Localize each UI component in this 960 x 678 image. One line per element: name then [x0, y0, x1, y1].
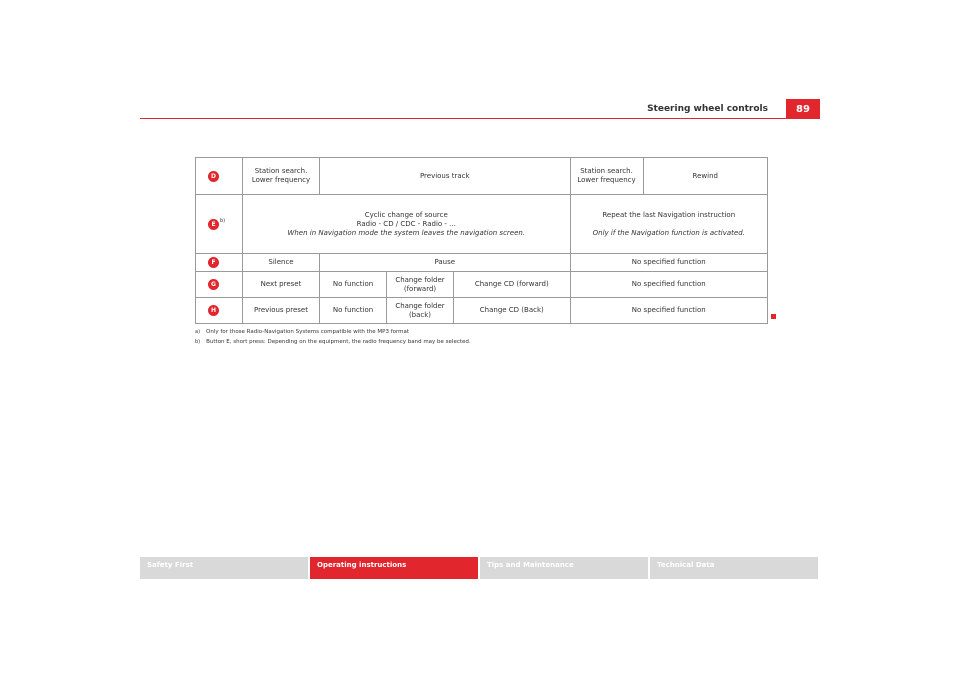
key-cell [196, 298, 243, 324]
key-cell [196, 272, 243, 298]
footnote-mark: a) [195, 329, 201, 335]
table-cell: Rewind [643, 158, 767, 195]
table-row [196, 298, 768, 324]
footnotes [195, 327, 471, 347]
table-cell: No specified function [570, 254, 767, 272]
table-cell: No specified function [570, 272, 767, 298]
table-cell: No specified function [570, 298, 767, 324]
table-row [196, 195, 768, 254]
table-cell: No function [320, 272, 387, 298]
table-cell: Previous track [320, 158, 571, 195]
table-cell: Change CD (Back) [454, 298, 571, 324]
key-cell [196, 195, 243, 254]
footer-tab-safety-first[interactable]: Safety First [140, 557, 308, 579]
table-row [196, 254, 768, 272]
table-cell: Silence [243, 254, 320, 272]
table-row [196, 158, 768, 195]
key-cell [196, 158, 243, 195]
table-cell: Station search. Lower frequency [243, 158, 320, 195]
controls-table [195, 157, 768, 324]
button-g-badge: G [208, 279, 219, 290]
footnote-mark: b) [195, 339, 201, 345]
cell-note: When in Navigation mode the system leaves the navigation screen. [287, 228, 526, 237]
table-cell: Previous preset [243, 298, 320, 324]
table-cell: Next preset [243, 272, 320, 298]
table-row [196, 272, 768, 298]
footnote-ref: b) [220, 217, 226, 224]
table-cell: Change folder (back) [387, 298, 454, 324]
table-cell: Pause [320, 254, 571, 272]
footnote-text: Button E, short press: Depending on the equipment, the radio frequency band may be selected. [206, 339, 471, 345]
table-cell: Change folder (forward) [387, 272, 454, 298]
page-number: 89 [786, 99, 820, 119]
button-h-badge: H [208, 305, 219, 316]
cell-line: Cyclic change of source [364, 210, 448, 219]
button-f-badge: F [208, 257, 219, 268]
footer-tab-operating-instructions[interactable]: Operating instructions [310, 557, 478, 579]
cell-line: Repeat the last Navigation instruction [602, 210, 736, 219]
table-cell: No function [320, 298, 387, 324]
cell-note: Only if the Navigation function is activated. [592, 228, 745, 237]
footnote [195, 337, 471, 347]
footer-nav [140, 557, 820, 579]
button-d-badge: D [208, 171, 219, 182]
footnote-text: Only for those Radio-Navigation Systems compatible with the MP3 format [206, 329, 410, 335]
cell-line: Radio - CD / CDC - Radio - ... [356, 219, 456, 228]
spacer [573, 220, 765, 229]
footnote [195, 327, 471, 337]
table-cell [570, 195, 767, 254]
footer-tab-technical-data[interactable]: Technical Data [650, 557, 818, 579]
table-cell [243, 195, 571, 254]
footer-tab-tips-and-maintenance[interactable]: Tips and Maintenance [480, 557, 648, 579]
table-cell: Station search. Lower frequency [570, 158, 643, 195]
end-of-section-marker [771, 314, 776, 319]
table-cell: Change CD (forward) [454, 272, 571, 298]
header-rule [140, 118, 820, 119]
key-cell [196, 254, 243, 272]
button-e-badge: E [208, 219, 219, 230]
page-title: Steering wheel controls [647, 104, 768, 114]
